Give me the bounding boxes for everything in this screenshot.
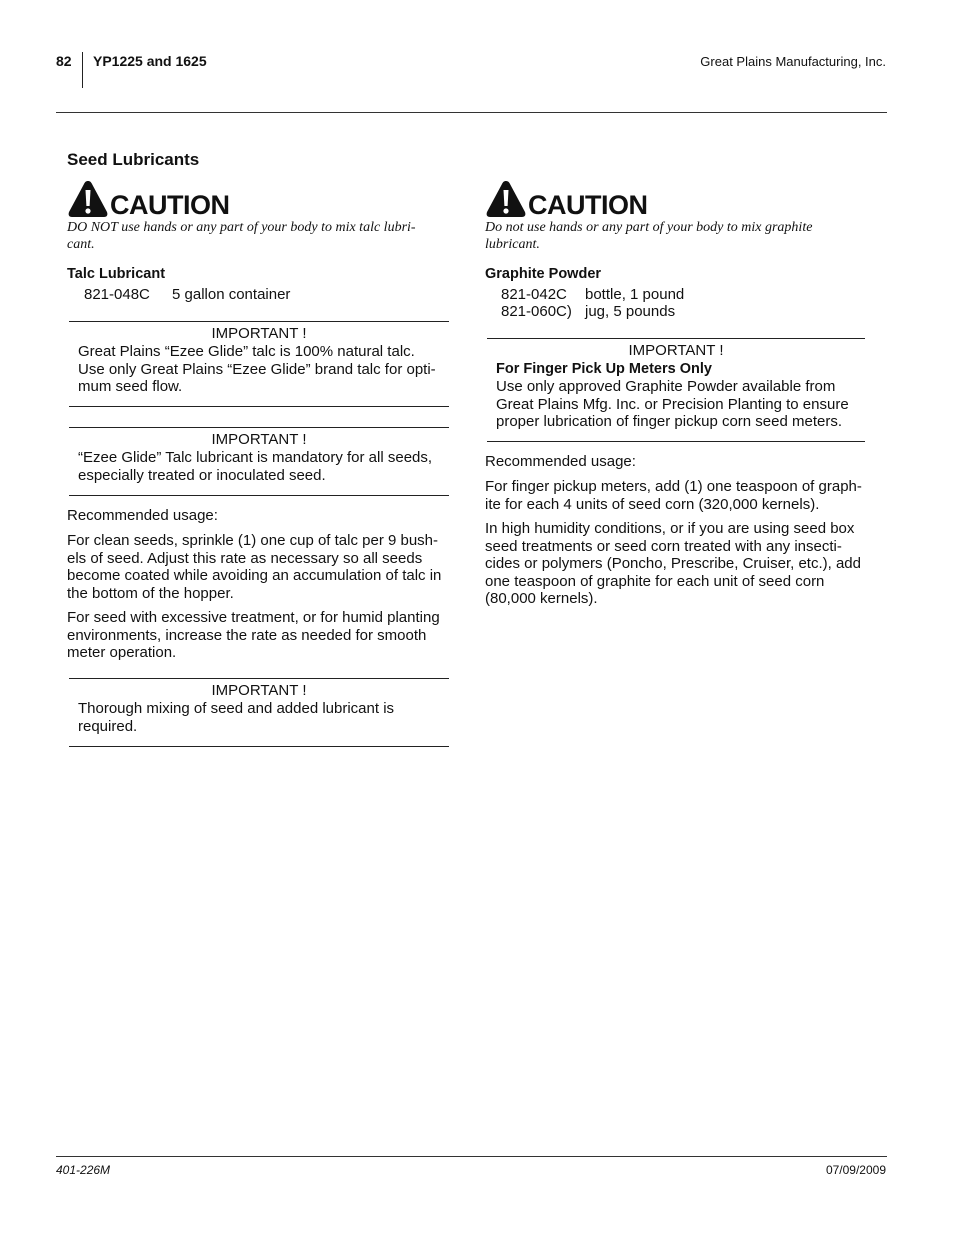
right-caution-header (485, 177, 873, 219)
important-box-2 (69, 427, 449, 496)
left-caution (67, 177, 455, 253)
paragraph-line: In high humidity conditions, or if you are using seed box (485, 520, 855, 537)
important-title: IMPORTANT ! (211, 682, 307, 699)
paragraph-line: environments, increase the rate as needed for smooth (67, 626, 427, 644)
graphite-part-row (501, 286, 684, 304)
important-line: “Ezee Glide” Talc lubricant is mandatory for all seeds, (78, 449, 433, 466)
paragraph-line: For clean seeds, sprinkle (1) one cup of talc per 9 bush- (67, 532, 439, 549)
important-line: Great Plains Mfg. Inc. or Precision Planting to ensure (496, 395, 849, 413)
warning-triangle-icon (485, 179, 527, 219)
paragraph-line: cides or polymers (Poncho, Prescribe, Cruiser, etc.), add (485, 555, 861, 572)
important-subtitle: For Finger Pick Up Meters Only (496, 361, 712, 377)
important-line: Use only Great Plains “Ezee Glide” brand talc for opti- (78, 360, 436, 378)
right-caution-text-1: Do not use hands or any part of your body to mix graphite (485, 220, 813, 235)
talc-part-number: 821-048C (84, 286, 150, 303)
important-line: Use only approved Graphite Powder available from (496, 378, 836, 395)
important-line: especially treated or inoculated seed. (78, 466, 326, 484)
important-line: mum seed flow. (78, 378, 183, 395)
important-title: IMPORTANT ! (628, 342, 724, 359)
paragraph-line: become coated while avoiding an accumulation of talc in (67, 567, 442, 584)
talc-part-row (84, 286, 290, 304)
important-line: required. (78, 717, 138, 735)
warning-triangle-icon (67, 179, 109, 219)
paragraph-line: seed treatments or seed corn treated with any insecti- (485, 537, 842, 555)
right-caution (485, 177, 873, 253)
graphite-part-number: 821-060C) (501, 303, 572, 320)
footer-date: 07/09/2009 (825, 1163, 886, 1177)
important-title: IMPORTANT ! (211, 431, 307, 448)
left-paragraph-2 (67, 609, 459, 662)
talc-part-desc: 5 gallon container (172, 286, 291, 303)
graphite-heading: Graphite Powder (485, 266, 602, 282)
paragraph-line: For seed with excessive treatment, or for humid planting (67, 609, 440, 626)
important-box-3 (69, 678, 449, 747)
paragraph-line: the bottom of the hopper. (67, 584, 234, 602)
paragraph-line: one teaspoon of graphite for each unit of seed corn (485, 572, 825, 590)
paragraph-line: ite for each 4 units of seed corn (320,000 kernels). (485, 495, 820, 513)
header-rule (56, 112, 887, 113)
talc-heading: Talc Lubricant (67, 266, 166, 282)
page-number: 82 (56, 53, 72, 69)
paragraph-line: (80,000 kernels). (485, 590, 598, 607)
important-line: Great Plains “Ezee Glide” talc is 100% natural talc. (78, 343, 415, 360)
right-caution-word: CAUTION (528, 190, 648, 220)
important-line: Thorough mixing of seed and added lubricant is (78, 700, 395, 717)
left-caution-text-2: cant. (67, 237, 95, 252)
graphite-part-desc: bottle, 1 pound (585, 286, 685, 303)
important-box-1 (69, 321, 449, 407)
left-recommended-label: Recommended usage: (67, 507, 218, 524)
important-line: proper lubrication of finger pickup corn seed meters. (496, 413, 843, 430)
right-paragraph-2 (485, 520, 885, 608)
left-caution-header (67, 177, 455, 219)
paragraph-line: For finger pickup meters, add (1) one teaspoon of graph- (485, 478, 862, 495)
paragraph-line: meter operation. (67, 644, 177, 661)
right-paragraph-1 (485, 478, 885, 513)
right-caution-text-2: lubricant. (485, 237, 540, 252)
header-company: Great Plains Manufacturing, Inc. (700, 54, 886, 69)
graphite-part-desc: jug, 5 pounds (585, 303, 676, 320)
important-box-graphite (487, 338, 865, 442)
left-caution-word: CAUTION (110, 190, 230, 220)
paragraph-line: els of seed. Adjust this rate as necessary so all seeds (67, 549, 423, 567)
section-title: Seed Lubricants (67, 150, 200, 169)
left-caution-text-1: DO NOT use hands or any part of your body to mix talc lubri- (67, 220, 416, 235)
important-title: IMPORTANT ! (211, 325, 307, 342)
graphite-part-row (501, 303, 675, 321)
right-recommended-label: Recommended usage: (485, 453, 636, 470)
left-paragraph-1 (67, 532, 459, 602)
footer-doc-number: 401-226M (56, 1163, 111, 1177)
footer-rule (56, 1156, 887, 1157)
graphite-part-number: 821-042C (501, 286, 567, 303)
header-model: YP1225 and 1625 (93, 53, 207, 69)
header-divider (82, 52, 83, 88)
